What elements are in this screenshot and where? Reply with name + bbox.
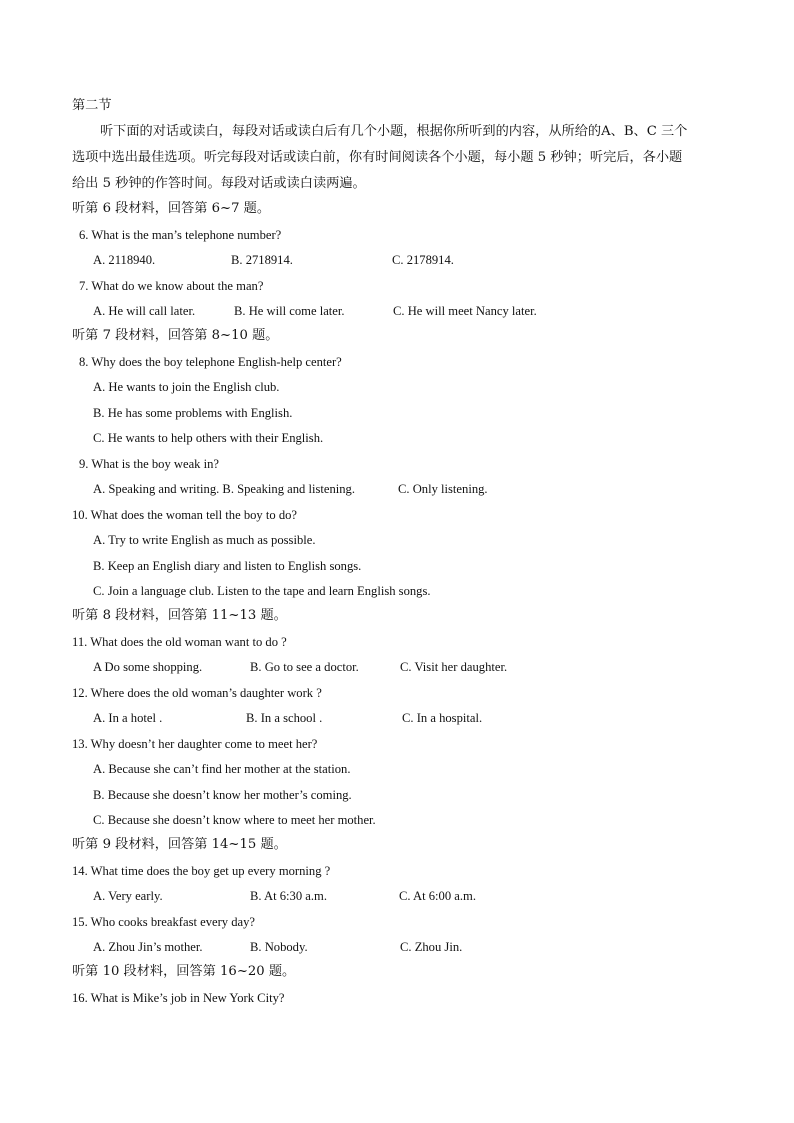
option-a: A. Zhou Jin’s mother. [93, 940, 203, 954]
question-stem: 14. What time does the boy get up every morning ? [72, 864, 331, 878]
option-ab: A. Speaking and writing. B. Speaking and listening. [93, 482, 355, 496]
question-stem: 6. What is the man’s telephone number? [79, 228, 282, 242]
instruction-line-2: 选项中选出最佳选项。听完每段对话或读白前，你有时间阅读各个小题，每小题 5 秒钟；听完后，各小题 [72, 150, 683, 165]
option-b: B. In a school . [246, 711, 323, 725]
group-header: 听第 10 段材料，回答第 16~20 题。 [72, 964, 296, 979]
option-c: C. He will meet Nancy later. [393, 304, 537, 318]
option-b: B. Go to see a doctor. [250, 660, 359, 674]
option-b: B. At 6:30 a.m. [250, 889, 327, 903]
group-header: 听第 7 段材料，回答第 8~10 题。 [72, 328, 279, 343]
question-stem: 9. What is the boy weak in? [79, 457, 220, 471]
option-a: A. Try to write English as much as possible. [93, 533, 316, 547]
option-c: C. Only listening. [398, 482, 488, 496]
option-c: C. Visit her daughter. [400, 660, 508, 674]
group-header: 听第 9 段材料，回答第 14~15 题。 [72, 837, 287, 852]
option-a: A. In a hotel . [93, 711, 163, 725]
group-header: 听第 8 段材料，回答第 11~13 题。 [72, 608, 287, 623]
option-c: C. Zhou Jin. [400, 940, 463, 954]
option-c: C. 2178914. [392, 253, 454, 267]
option-a: A. 2118940. [93, 253, 156, 267]
instruction-line-3: 给出 5 秒钟的作答时间。每段对话或读白读两遍。 [72, 176, 366, 191]
option-a: A. Because she can’t find her mother at the station. [93, 762, 351, 776]
option-b: B. Keep an English diary and listen to English songs. [93, 559, 362, 573]
option-b: B. Nobody. [250, 940, 308, 954]
option-b: B. Because she doesn’t know her mother’s coming. [93, 788, 352, 802]
option-b: B. 2718914. [231, 253, 293, 267]
option-a: A. He will call later. [93, 304, 196, 318]
option-c: C. He wants to help others with their English. [93, 431, 324, 445]
question-stem: 11. What does the old woman want to do ? [72, 635, 287, 649]
question-stem: 13. Why doesn’t her daughter come to meet her? [72, 737, 318, 751]
option-b: B. He will come later. [234, 304, 345, 318]
group-header: 听第 6 段材料，回答第 6~7 题。 [72, 201, 271, 216]
option-a: A. Very early. [93, 889, 163, 903]
option-c: C. Join a language club. Listen to the tape and learn English songs. [93, 584, 431, 598]
question-stem: 16. What is Mike’s job in New York City? [72, 991, 285, 1005]
option-c: C. At 6:00 a.m. [399, 889, 476, 903]
instruction-line-1: 听下面的对话或读白，每段对话或读白后有几个小题，根据你所听到的内容，从所给的A、B、C 三个 [100, 124, 688, 139]
section-title: 第二节 [72, 98, 112, 113]
question-stem: 8. Why does the boy telephone English-help center? [79, 355, 342, 369]
option-b: B. He has some problems with English. [93, 406, 293, 420]
question-stem: 7. What do we know about the man? [79, 279, 264, 293]
option-c: C. Because she doesn’t know where to meet her mother. [93, 813, 376, 827]
question-stem: 12. Where does the old woman’s daughter work ? [72, 686, 322, 700]
question-stem: 10. What does the woman tell the boy to do? [72, 508, 298, 522]
option-a: A. He wants to join the English club. [93, 380, 280, 394]
option-a: A Do some shopping. [93, 660, 203, 674]
option-c: C. In a hospital. [402, 711, 483, 725]
question-stem: 15. Who cooks breakfast every day? [72, 915, 256, 929]
